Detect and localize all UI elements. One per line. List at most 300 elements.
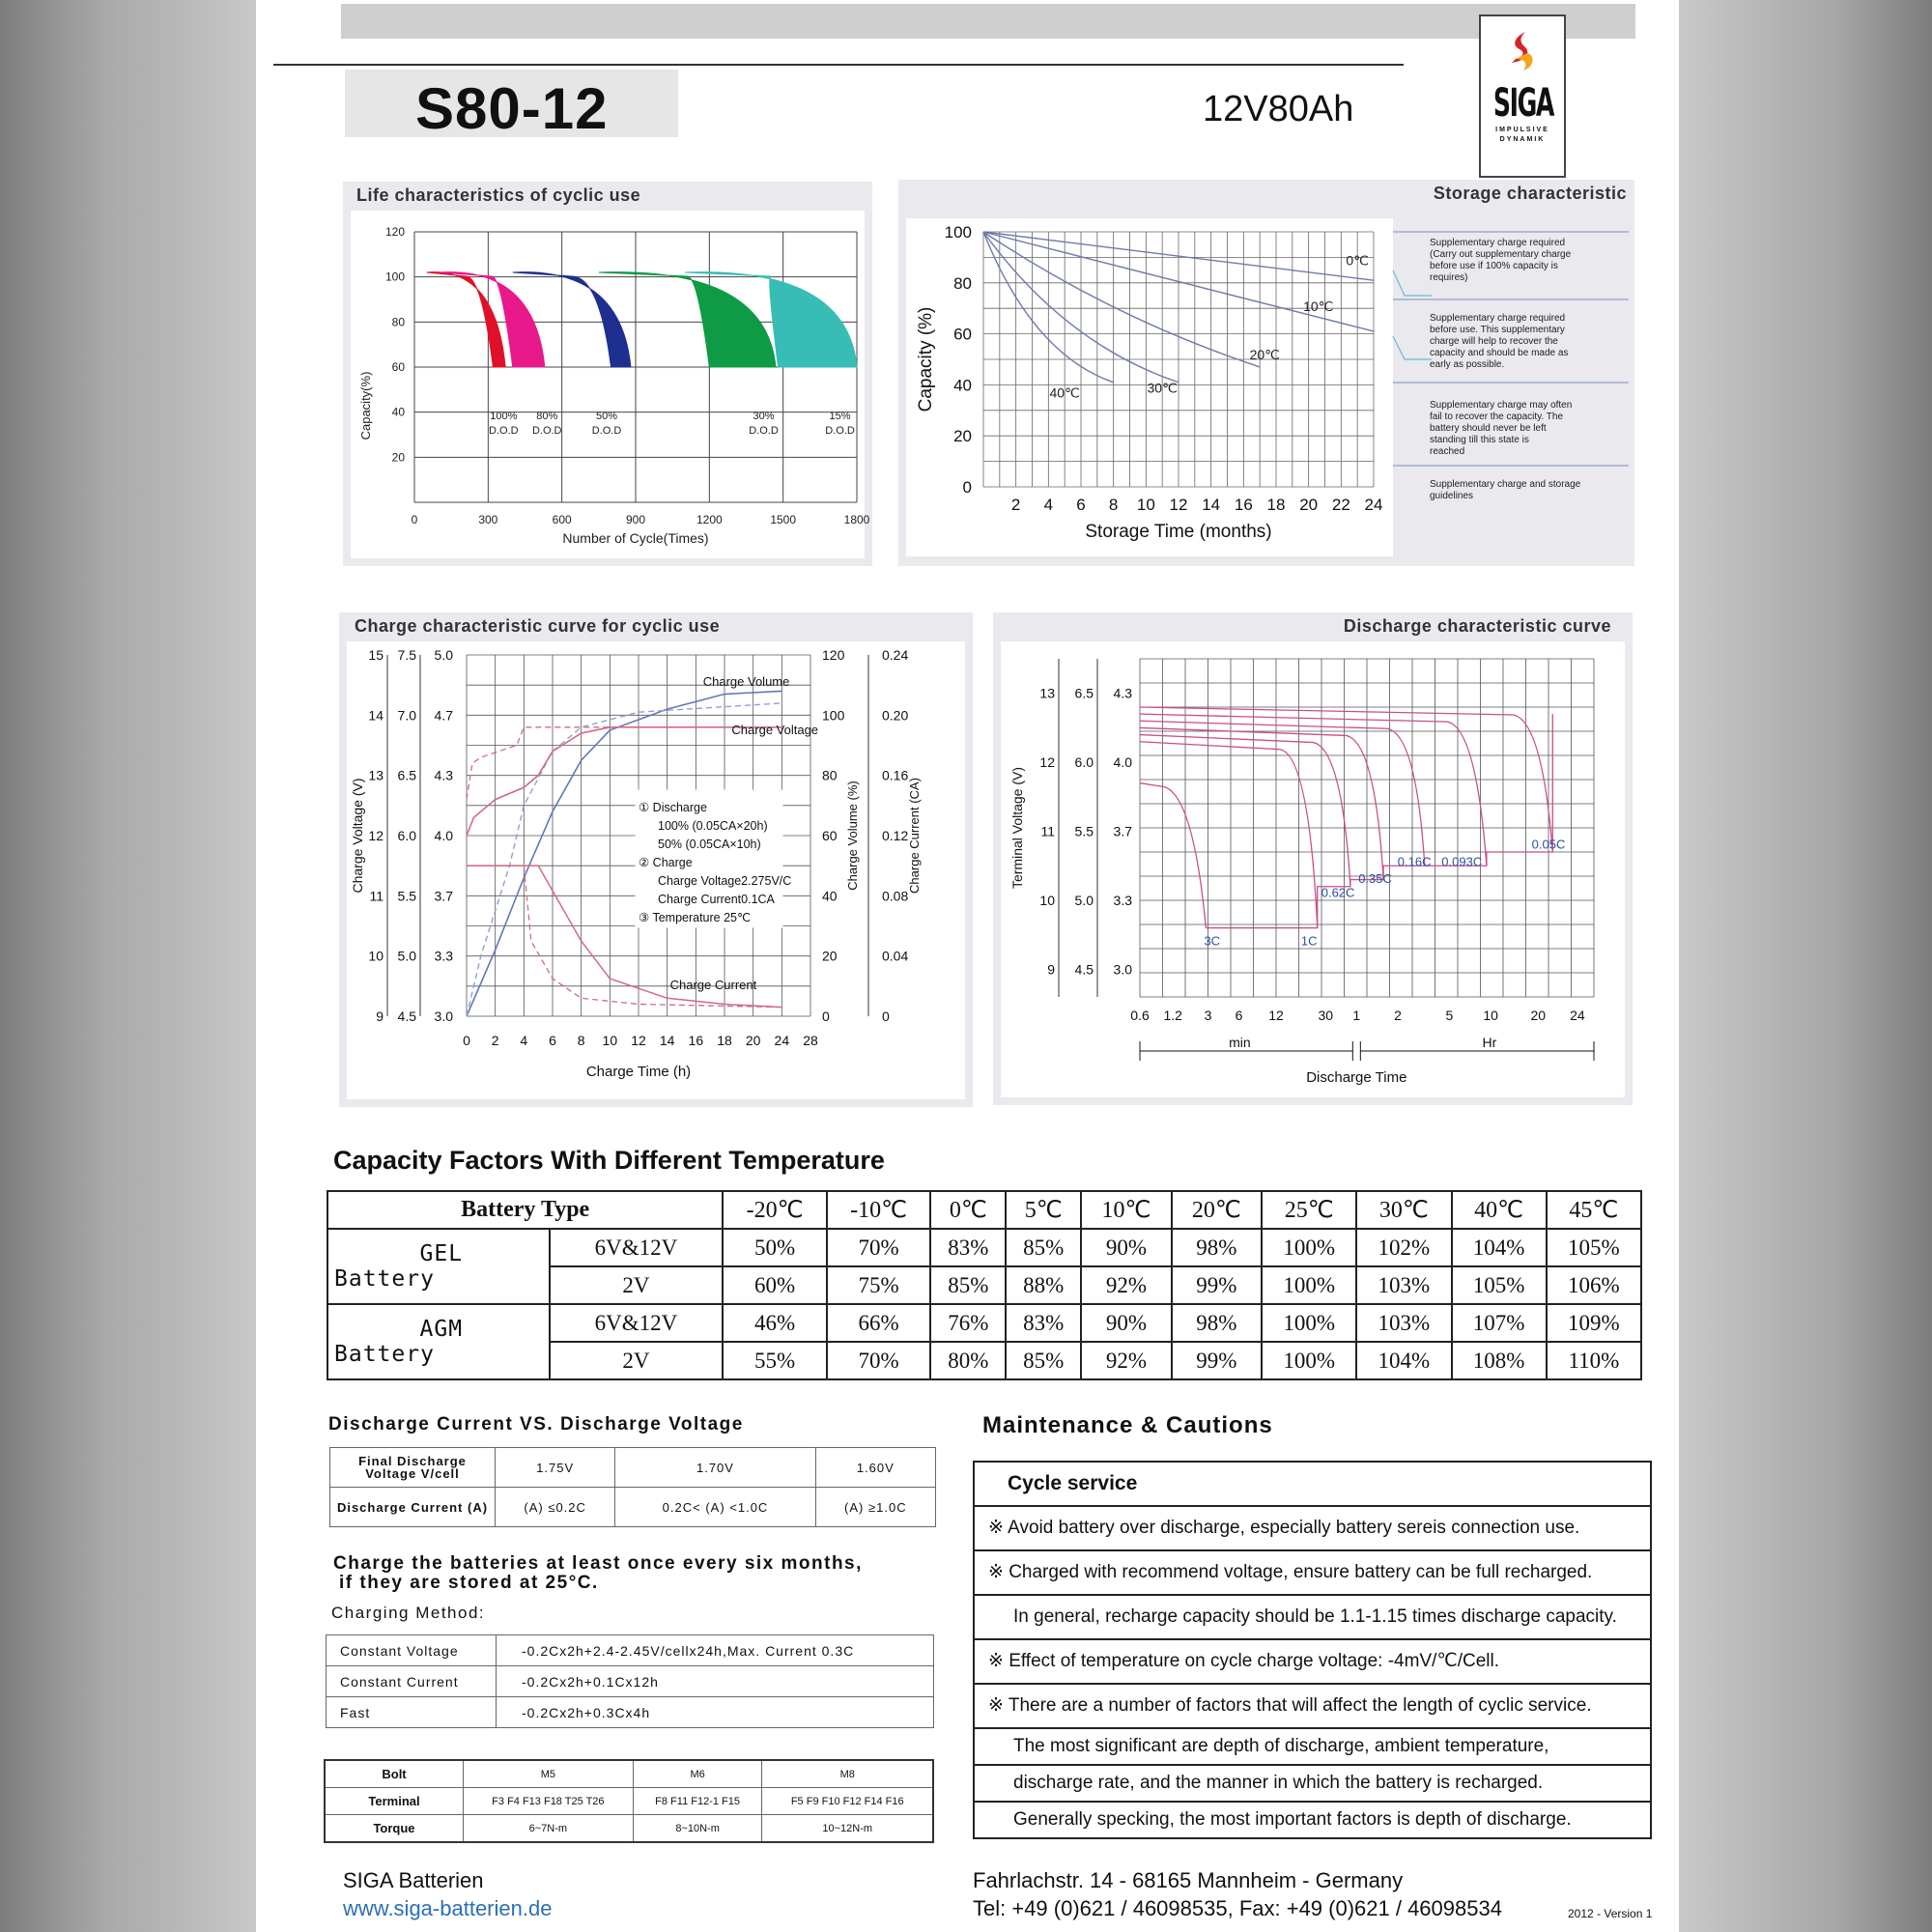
table-row bbox=[327, 1697, 934, 1728]
table-cell: 8~10N-m bbox=[633, 1815, 762, 1843]
x-tick-label: 18 bbox=[1266, 496, 1286, 514]
table-row bbox=[327, 1666, 934, 1697]
storage-note: Supplementary charge required (Carry out supplementary charge before use if 100% capacity is requires) bbox=[1430, 238, 1572, 283]
y-tick-label: 6.5 bbox=[397, 767, 416, 783]
factor-cell: 104% bbox=[1356, 1342, 1451, 1379]
factor-cell: 105% bbox=[1547, 1229, 1641, 1266]
x-tick-label: 0 bbox=[463, 1033, 470, 1048]
model-title: S80-12 bbox=[415, 76, 609, 141]
factor-cell: 66% bbox=[827, 1304, 931, 1342]
y-tick-label: 0.20 bbox=[882, 707, 909, 724]
legend-line: ① Discharge bbox=[639, 801, 707, 814]
x-tick-label: 12 bbox=[631, 1033, 646, 1048]
factor-cell: 75% bbox=[827, 1266, 931, 1304]
table-row bbox=[327, 1304, 1641, 1342]
footer-website-link[interactable]: www.siga-batterien.de bbox=[343, 1896, 553, 1920]
y-tick-label: 5.5 bbox=[397, 888, 416, 904]
battery-type-line: Battery bbox=[334, 1342, 435, 1367]
logo-tagline: IMPULSIVE DYNAMIK bbox=[1495, 127, 1549, 143]
y-tick-label: 12 bbox=[1039, 754, 1055, 771]
y-tick-label: 120 bbox=[384, 225, 405, 239]
method-value: -0.2Cx2h+2.4-2.45V/cellx24h,Max. Current 0.3C bbox=[497, 1635, 934, 1666]
factor-cell: 92% bbox=[1081, 1266, 1171, 1304]
x-tick-label: 22 bbox=[1331, 496, 1350, 514]
factor-cell: 50% bbox=[723, 1229, 827, 1266]
legend-line: 100% (0.05CA×20h) bbox=[658, 819, 768, 833]
bolt-table bbox=[324, 1759, 934, 1843]
footer-phone: Tel: +49 (0)621 / 46098535, Fax: +49 (0)621 / 46098534 bbox=[973, 1896, 1502, 1920]
x-unit-label: min bbox=[1229, 1035, 1251, 1050]
storage-panel-title: Storage characteristic bbox=[1433, 184, 1627, 203]
x-tick-label: 0.6 bbox=[1130, 1008, 1150, 1023]
x-axis-label: Charge Time (h) bbox=[585, 1064, 692, 1080]
x-tick-label: 1 bbox=[1352, 1008, 1361, 1023]
table-cell: M6 bbox=[633, 1760, 762, 1788]
life-label-bottom: D.O.D bbox=[489, 425, 519, 437]
y-tick-label: 0 bbox=[962, 478, 972, 497]
y-axis-label: Terminal Voltage (V) bbox=[1009, 766, 1025, 890]
x-tick-label: 6 bbox=[1235, 1008, 1243, 1023]
method-label: Constant Voltage bbox=[327, 1635, 497, 1666]
factor-cell: 98% bbox=[1172, 1229, 1262, 1266]
discharge-series-label: 1C bbox=[1300, 933, 1318, 949]
table-row bbox=[330, 1488, 936, 1527]
x-tick-label: 4 bbox=[1043, 496, 1054, 514]
y-tick-label: 20 bbox=[391, 450, 405, 465]
factor-cell: 103% bbox=[1356, 1304, 1451, 1342]
factor-cell: 70% bbox=[827, 1342, 931, 1379]
life-label-top: 100% bbox=[490, 411, 518, 422]
maintenance-title: Maintenance & Cautions bbox=[982, 1412, 1273, 1438]
factor-cell: 70% bbox=[827, 1229, 931, 1266]
table-cell: 1.70V bbox=[615, 1448, 815, 1488]
discharge-series-label: 0.16C bbox=[1397, 854, 1432, 869]
x-tick-label: 1500 bbox=[770, 513, 797, 526]
y-tick-label: 12 bbox=[368, 828, 384, 843]
series-label: Charge Current bbox=[669, 978, 757, 992]
y-tick-label: 14 bbox=[368, 707, 384, 724]
x-tick-label: 2 bbox=[1010, 496, 1021, 514]
discharge-curve-0 bbox=[1140, 783, 1206, 928]
header-temp: 20℃ bbox=[1172, 1191, 1262, 1229]
x-tick-label: 18 bbox=[717, 1033, 732, 1048]
final-voltage-label: Final Discharge Voltage V/cell bbox=[330, 1448, 496, 1488]
discharge-series-label: 0.093C bbox=[1441, 854, 1483, 869]
voltage-cell: 6V&12V bbox=[550, 1304, 724, 1342]
charge-panel-inner bbox=[347, 641, 965, 1099]
method-value: -0.2Cx2h+0.3Cx4h bbox=[497, 1697, 934, 1728]
factor-cell: 100% bbox=[1262, 1229, 1356, 1266]
cycle-service-header: Cycle service bbox=[975, 1463, 1650, 1507]
storage-notes-lines bbox=[1393, 222, 1633, 556]
battery-type-line: GEL bbox=[419, 1241, 464, 1266]
table-row bbox=[330, 1448, 936, 1488]
x-tick-label: 16 bbox=[1234, 496, 1253, 514]
table-cell: 0.2C< (A) <1.0C bbox=[615, 1488, 815, 1527]
life-panel-inner bbox=[351, 211, 870, 558]
factor-cell: 105% bbox=[1452, 1266, 1547, 1304]
x-tick-label: 12 bbox=[1169, 496, 1188, 514]
y-tick-label: 7.5 bbox=[397, 647, 416, 663]
y-tick-label: 40 bbox=[953, 376, 972, 395]
header-temp: 25℃ bbox=[1262, 1191, 1356, 1229]
life-panel bbox=[343, 182, 872, 566]
datasheet-page bbox=[256, 0, 1679, 1932]
x-tick-label: 2 bbox=[491, 1033, 499, 1048]
battery-type-line: Battery bbox=[334, 1266, 435, 1292]
x-tick-label: 24 bbox=[774, 1033, 790, 1048]
maintenance-line: The most significant are depth of discharge, ambient temperature, bbox=[975, 1729, 1650, 1766]
factor-cell: 76% bbox=[930, 1304, 1006, 1342]
factor-cell: 104% bbox=[1452, 1229, 1547, 1266]
factor-cell: 83% bbox=[1006, 1304, 1081, 1342]
maintenance-line: ※ Effect of temperature on cycle charge voltage: -4mV/℃/Cell. bbox=[975, 1640, 1650, 1685]
series-label: Charge Voltage bbox=[731, 723, 819, 737]
life-label-top: 30% bbox=[753, 411, 775, 422]
x-tick-label: 4 bbox=[520, 1033, 528, 1048]
table-cell: 10~12N-m bbox=[762, 1815, 933, 1843]
table-cell: F3 F4 F13 F18 T25 T26 bbox=[464, 1788, 634, 1815]
table-cell: M5 bbox=[464, 1760, 634, 1788]
y-tick-label: 10 bbox=[1039, 893, 1055, 908]
x-tick-label: 1800 bbox=[843, 513, 870, 526]
x-tick-label: 10 bbox=[1136, 496, 1155, 514]
table-row bbox=[327, 1229, 1641, 1266]
table-cell: (A) ≥1.0C bbox=[815, 1488, 935, 1527]
life-label-bottom: D.O.D bbox=[749, 425, 779, 437]
storage-notes bbox=[1393, 222, 1633, 556]
legend-line: Charge Current0.1CA bbox=[658, 893, 775, 906]
charge-chart bbox=[347, 641, 965, 1099]
y-tick-label: 9 bbox=[376, 1009, 384, 1024]
header-rule bbox=[273, 64, 1404, 66]
legend-line: Charge Voltage2.275V/C bbox=[658, 874, 792, 888]
y-tick-label: 40 bbox=[822, 888, 838, 904]
factor-cell: 106% bbox=[1547, 1266, 1641, 1304]
y-tick-label: 60 bbox=[953, 325, 972, 344]
x-tick-label: 1200 bbox=[696, 513, 723, 526]
factor-cell: 99% bbox=[1172, 1342, 1262, 1379]
factor-cell: 107% bbox=[1452, 1304, 1547, 1342]
method-label: Fast bbox=[327, 1697, 497, 1728]
y-tick-label: 120 bbox=[822, 647, 845, 663]
x-tick-label: 12 bbox=[1268, 1008, 1284, 1023]
factor-cell: 100% bbox=[1262, 1304, 1356, 1342]
charging-method-table bbox=[326, 1634, 934, 1728]
y-tick-label: 3.3 bbox=[1113, 893, 1132, 908]
storage-curve-2 bbox=[983, 232, 1260, 367]
y-tick-label: 0.04 bbox=[882, 948, 909, 964]
y-tick-label: 6.0 bbox=[1074, 754, 1094, 771]
y-tick-label: 20 bbox=[953, 427, 972, 446]
discharge-panel-inner bbox=[1001, 641, 1625, 1097]
factor-cell: 60% bbox=[723, 1266, 827, 1304]
x-tick-label: 24 bbox=[1570, 1008, 1585, 1023]
storage-series-label: 0℃ bbox=[1346, 252, 1369, 269]
header-temp: 30℃ bbox=[1356, 1191, 1451, 1229]
header-temp: 10℃ bbox=[1081, 1191, 1171, 1229]
factor-cell: 85% bbox=[1006, 1229, 1081, 1266]
right-background-blur bbox=[1679, 0, 1932, 1932]
y-tick-label: 4.3 bbox=[1113, 685, 1132, 701]
y-tick-label: 100 bbox=[384, 270, 405, 284]
y-tick-label: 3.0 bbox=[1113, 961, 1132, 978]
factor-cell: 109% bbox=[1547, 1304, 1641, 1342]
footer-company: SIGA Batterien bbox=[343, 1868, 484, 1892]
table-cell: (A) ≤0.2C bbox=[496, 1488, 615, 1527]
factor-cell: 83% bbox=[930, 1229, 1006, 1266]
storage-panel-inner bbox=[906, 218, 1393, 556]
y-tick-label: 6.0 bbox=[397, 828, 416, 843]
factor-cell: 110% bbox=[1547, 1342, 1641, 1379]
x-axis-label: Number of Cycle(Times) bbox=[562, 530, 709, 546]
storage-note: Supplementary charge may often fail to recover the capacity. The battery should never be left standing till this state is reached bbox=[1430, 400, 1573, 457]
battery-type-line: AGM bbox=[419, 1317, 464, 1342]
table-cell: 1.60V bbox=[815, 1448, 935, 1488]
y-tick-label: 11 bbox=[369, 888, 384, 904]
series-label: Charge Volume bbox=[702, 674, 790, 689]
x-tick-label: 16 bbox=[688, 1033, 704, 1048]
charge-panel-title: Charge characteristic curve for cyclic use bbox=[355, 616, 721, 636]
maintenance-line: ※ There are a number of factors that will affect the length of cyclic service. bbox=[975, 1685, 1650, 1729]
siga-logo bbox=[1479, 14, 1566, 178]
method-label: Constant Current bbox=[327, 1666, 497, 1697]
y-tick-label: 3.7 bbox=[1113, 823, 1132, 839]
legend-line: ② Charge bbox=[639, 856, 693, 869]
maintenance-line: discharge rate, and the manner in which the battery is recharged. bbox=[975, 1766, 1650, 1803]
header-temp: -20℃ bbox=[723, 1191, 827, 1229]
capacity-factors-title: Capacity Factors With Different Temperature bbox=[333, 1146, 885, 1175]
capacity-factors-body bbox=[327, 1229, 1641, 1379]
discharge-panel bbox=[993, 612, 1633, 1105]
y-axis-label-right: Charge Current (CA) bbox=[907, 778, 922, 894]
life-panel-title: Life characteristics of cyclic use bbox=[356, 185, 641, 205]
legend-line: ③ Temperature 25℃ bbox=[639, 911, 752, 924]
left-background-blur bbox=[0, 0, 256, 1932]
table-row bbox=[327, 1635, 934, 1666]
table-cell: 6~7N-m bbox=[464, 1815, 634, 1843]
y-tick-label: 0.08 bbox=[882, 888, 909, 904]
x-tick-label: 1.2 bbox=[1163, 1008, 1182, 1023]
x-tick-label: 30 bbox=[1318, 1008, 1334, 1023]
x-tick-label: 5 bbox=[1445, 1008, 1454, 1023]
x-tick-label: 14 bbox=[1202, 496, 1221, 514]
x-axis-label: Discharge Time bbox=[1306, 1069, 1407, 1086]
x-tick-label: 3 bbox=[1204, 1008, 1212, 1023]
life-cycle-chart bbox=[351, 211, 870, 558]
maintenance-line: Generally specking, the most important factors is depth of discharge. bbox=[1013, 1809, 1572, 1830]
x-tick-label: 2 bbox=[1394, 1008, 1402, 1023]
discharge-series-label: 3C bbox=[1204, 933, 1221, 949]
x-tick-label: 20 bbox=[1530, 1008, 1547, 1023]
y-tick-label: 6.5 bbox=[1074, 685, 1094, 701]
voltage-cell: 2V bbox=[550, 1266, 724, 1304]
top-gray-bar bbox=[341, 4, 1635, 39]
y-tick-label: 0.16 bbox=[882, 767, 909, 783]
method-value: -0.2Cx2h+0.1Cx12h bbox=[497, 1666, 934, 1697]
x-tick-label: 20 bbox=[1299, 496, 1319, 514]
y-tick-label: 3.0 bbox=[434, 1009, 453, 1024]
factor-cell: 80% bbox=[930, 1342, 1006, 1379]
header-temp: 45℃ bbox=[1547, 1191, 1641, 1229]
header-temp: 40℃ bbox=[1452, 1191, 1547, 1229]
y-axis-label-right: Charge Volume (%) bbox=[845, 781, 860, 891]
y-tick-label: 0 bbox=[882, 1009, 890, 1024]
y-tick-label: 20 bbox=[822, 948, 838, 964]
life-label-bottom: D.O.D bbox=[825, 425, 855, 437]
factor-cell: 100% bbox=[1262, 1266, 1356, 1304]
storage-series-label: 10℃ bbox=[1303, 298, 1334, 314]
x-tick-label: 28 bbox=[803, 1033, 818, 1048]
x-tick-label: 6 bbox=[1076, 496, 1086, 514]
discharge-vs-voltage-title: Discharge Current VS. Discharge Voltage bbox=[328, 1414, 744, 1435]
factor-cell: 98% bbox=[1172, 1304, 1262, 1342]
y-tick-label: 4.5 bbox=[1074, 961, 1094, 978]
y-tick-label: 80 bbox=[953, 273, 972, 293]
discharge-endline bbox=[1206, 714, 1552, 927]
table-cell: F8 F11 F12-1 F15 bbox=[633, 1788, 762, 1815]
y-axis-label: Capacity(%) bbox=[358, 371, 373, 440]
footer-address: Fahrlachstr. 14 - 68165 Mannheim - Germany bbox=[973, 1868, 1404, 1892]
battery-spec: 12V80Ah bbox=[1203, 89, 1354, 129]
charging-method-label: Charging Method: bbox=[331, 1604, 486, 1622]
y-tick-label: 4.3 bbox=[434, 767, 453, 783]
y-tick-label: 13 bbox=[368, 767, 384, 783]
note-connector bbox=[1393, 336, 1432, 359]
y-tick-label: 0.24 bbox=[882, 647, 909, 663]
y-tick-label: 60 bbox=[391, 360, 405, 374]
y-tick-label: 80 bbox=[391, 315, 405, 329]
storage-note: Supplementary charge required before use. This supplementary charge will help to recover the capacity and should be made as early as possible. bbox=[1430, 313, 1569, 370]
maintenance-line: ※ Charged with recommend voltage, ensure battery can be full recharged. bbox=[975, 1551, 1650, 1596]
table-row bbox=[325, 1760, 933, 1788]
x-tick-label: 8 bbox=[577, 1033, 585, 1048]
table-header-row bbox=[327, 1191, 1641, 1229]
x-unit-label: Hr bbox=[1482, 1035, 1497, 1050]
flame-logo-icon bbox=[1506, 30, 1539, 72]
x-tick-label: 0 bbox=[411, 513, 418, 526]
legend-line: 50% (0.05CA×10h) bbox=[658, 838, 761, 851]
y-tick-label: 7.0 bbox=[397, 707, 416, 724]
y-tick-label: 3.7 bbox=[434, 888, 453, 904]
y-tick-label: 4.0 bbox=[434, 828, 453, 843]
factor-cell: 92% bbox=[1081, 1342, 1171, 1379]
header-battery-type: Battery Type bbox=[327, 1191, 723, 1229]
discharge-panel-title: Discharge characteristic curve bbox=[1343, 616, 1611, 636]
x-tick-label: 10 bbox=[602, 1033, 618, 1048]
x-tick-label: 10 bbox=[1483, 1008, 1498, 1023]
table-cell: M8 bbox=[762, 1760, 933, 1788]
factor-cell: 85% bbox=[1006, 1342, 1081, 1379]
y-axis-label: Capacity (%) bbox=[916, 306, 936, 412]
y-tick-label: 60 bbox=[822, 828, 838, 843]
voltage-cell: 2V bbox=[550, 1342, 724, 1379]
charge-note-line2: if they are stored at 25°C. bbox=[339, 1573, 599, 1593]
torque-label: Torque bbox=[325, 1815, 464, 1843]
factor-cell: 90% bbox=[1081, 1304, 1171, 1342]
charge-panel bbox=[339, 612, 973, 1107]
terminal-label: Terminal bbox=[325, 1788, 464, 1815]
y-tick-label: 4.5 bbox=[397, 1009, 416, 1024]
bolt-label: Bolt bbox=[325, 1760, 464, 1788]
life-label-top: 50% bbox=[595, 411, 618, 422]
charge-note-line1: Charge the batteries at least once every six months, bbox=[333, 1553, 863, 1574]
y-tick-label: 0 bbox=[822, 1009, 830, 1024]
discharge-curve-4 bbox=[1140, 721, 1425, 866]
y-tick-label: 11 bbox=[1040, 823, 1055, 839]
maintenance-box bbox=[973, 1461, 1652, 1839]
x-axis-label: Storage Time (months) bbox=[1085, 522, 1272, 542]
life-label-top: 80% bbox=[536, 411, 558, 422]
charge-voltage-50-curve bbox=[467, 727, 781, 800]
y-tick-label: 4.7 bbox=[434, 707, 453, 724]
discharge-chart bbox=[1001, 641, 1625, 1097]
header-temp: -10℃ bbox=[827, 1191, 931, 1229]
factor-cell: 100% bbox=[1262, 1342, 1356, 1379]
voltage-cell: 6V&12V bbox=[550, 1229, 724, 1266]
discharge-series-label: 0.05C bbox=[1531, 837, 1566, 852]
table-cell: 1.75V bbox=[496, 1448, 615, 1488]
factor-cell: 85% bbox=[930, 1266, 1006, 1304]
storage-series-label: 40℃ bbox=[1049, 384, 1080, 401]
discharge-current-label: Discharge Current (A) bbox=[330, 1488, 496, 1527]
header-temp: 0℃ bbox=[930, 1191, 1006, 1229]
discharge-curve-2 bbox=[1140, 735, 1350, 887]
x-tick-label: 600 bbox=[552, 513, 572, 526]
x-tick-label: 300 bbox=[478, 513, 498, 526]
life-curve-0 bbox=[427, 272, 505, 367]
y-tick-label: 3.3 bbox=[434, 948, 453, 964]
factor-cell: 46% bbox=[723, 1304, 827, 1342]
table-cell: F5 F9 F10 F12 F14 F16 bbox=[762, 1788, 933, 1815]
y-tick-label: 5.0 bbox=[434, 647, 453, 663]
storage-series-label: 30℃ bbox=[1147, 380, 1178, 396]
discharge-vs-voltage-table bbox=[329, 1447, 936, 1527]
life-label-bottom: D.O.D bbox=[531, 425, 562, 437]
y-tick-label: 100 bbox=[944, 223, 972, 242]
y-tick-label: 80 bbox=[822, 767, 838, 783]
capacity-factors-table bbox=[327, 1190, 1642, 1380]
factor-cell: 102% bbox=[1356, 1229, 1451, 1266]
y-tick-label: 5.5 bbox=[1074, 823, 1094, 839]
storage-note: Supplementary charge and storage guidelines bbox=[1430, 479, 1581, 501]
y-tick-label: 100 bbox=[822, 707, 845, 724]
y-axis-label: Charge Voltage (V) bbox=[350, 778, 365, 894]
life-label-bottom: D.O.D bbox=[591, 425, 622, 437]
x-tick-label: 900 bbox=[625, 513, 646, 526]
y-tick-label: 9 bbox=[1047, 961, 1055, 978]
x-tick-label: 24 bbox=[1364, 496, 1383, 514]
footer-version: 2012 - Version 1 bbox=[1568, 1907, 1653, 1920]
maintenance-line: In general, recharge capacity should be 1.1-1.15 times discharge capacity. bbox=[975, 1596, 1650, 1640]
table-row bbox=[325, 1815, 933, 1843]
life-label-top: 15% bbox=[829, 411, 851, 422]
factor-cell: 108% bbox=[1452, 1342, 1547, 1379]
y-tick-label: 4.0 bbox=[1113, 754, 1132, 771]
storage-chart bbox=[906, 218, 1393, 556]
y-tick-label: 0.12 bbox=[882, 828, 909, 843]
note-connector bbox=[1393, 270, 1432, 296]
factor-cell: 88% bbox=[1006, 1266, 1081, 1304]
x-tick-label: 8 bbox=[1108, 496, 1119, 514]
y-tick-label: 5.0 bbox=[397, 948, 416, 964]
header-temp: 5℃ bbox=[1006, 1191, 1081, 1229]
factor-cell: 90% bbox=[1081, 1229, 1171, 1266]
y-tick-label: 13 bbox=[1039, 685, 1055, 701]
storage-panel bbox=[898, 180, 1634, 566]
y-tick-label: 10 bbox=[368, 948, 384, 964]
x-tick-label: 20 bbox=[745, 1033, 761, 1048]
